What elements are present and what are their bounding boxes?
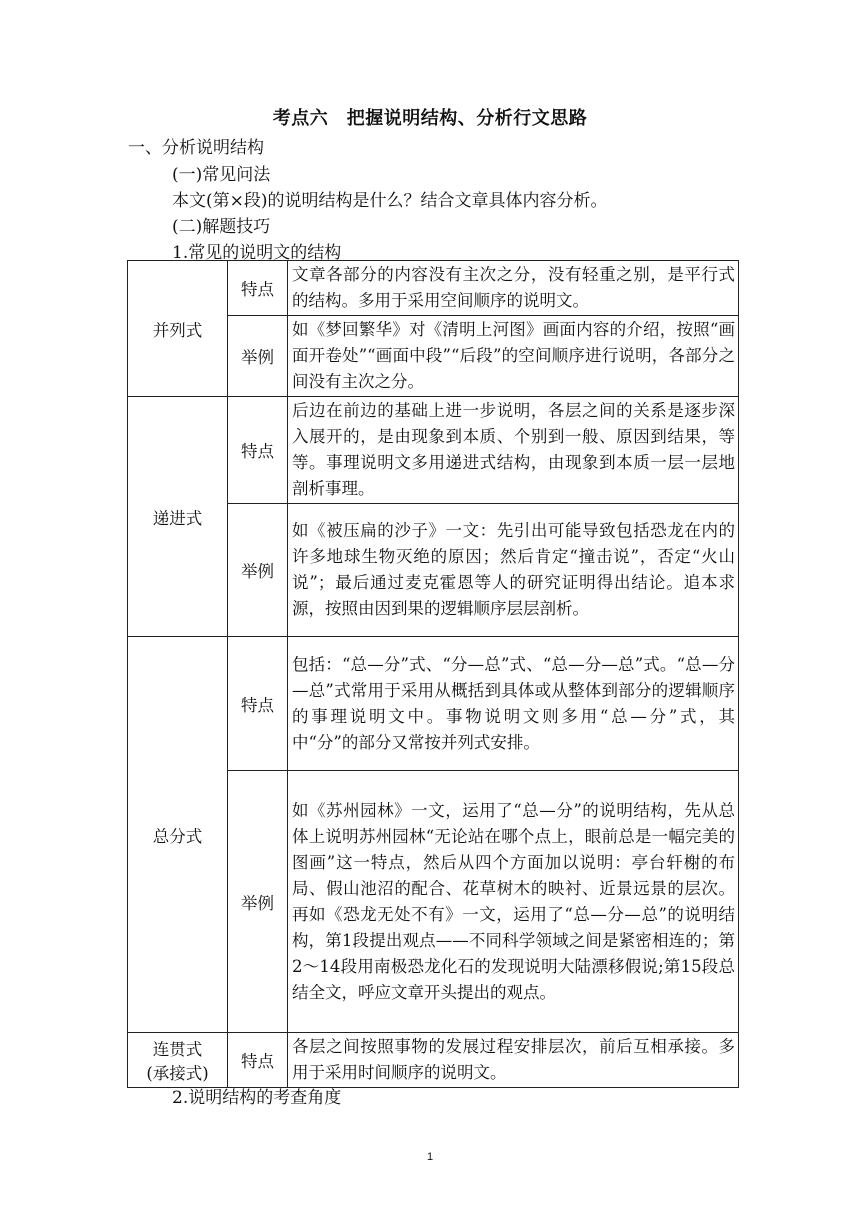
example-text: 如《梦回繁华》对《清明上河图》画面内容的介绍，按照“画面开卷处”“画面中段”“后段”的空间顺序进行说明，各部分之间没有主次之分。	[288, 316, 739, 397]
feature-text: 包括：“总—分”式、“分—总”式、“总—分—总”式。“总—分—总”式常用于采用从概括到具体或从整体到部分的逻辑顺序的事理说明文中。事物说明文则多用“总—分”式，其中“分”的部分又常按并列式安排。	[288, 637, 739, 771]
page-title: 考点六 把握说明结构、分析行文思路	[272, 108, 588, 129]
example-label: 举例	[228, 771, 288, 1033]
structure-table	[127, 260, 739, 1088]
feature-label: 特点	[228, 637, 288, 771]
example-label: 举例	[228, 504, 288, 637]
table-row	[128, 261, 739, 316]
category-line: 连贯式	[152, 1040, 203, 1059]
feature-text: 文章各部分的内容没有主次之分，没有轻重之别，是平行式的结构。多用于采用空间顺序的说明文。	[288, 261, 739, 316]
category-line: (承接式)	[146, 1064, 209, 1083]
question-text: 本文(第×段)的说明结构是什么？结合文章具体内容分析。	[172, 191, 608, 211]
example-text: 如《被压扁的沙子》一文：先引出可能导致包括恐龙在内的许多地球生物灭绝的原因；然后肯定“撞击说”，否定“火山说”；最后通过麦克霍恩等人的研究证明得出结论。追本求源，按照由因到果的逻辑顺序层层剖析。	[288, 504, 739, 637]
table-row	[128, 637, 739, 771]
subheading-techniques: (二)解题技巧	[172, 217, 271, 237]
feature-text: 各层之间按照事物的发展过程安排层次，前后互相承接。多用于采用时间顺序的说明文。	[288, 1033, 739, 1088]
table-row	[128, 1033, 739, 1088]
subheading-common-questions: (一)常见问法	[172, 165, 271, 185]
item-structures-heading: 1.常见的说明文的结构	[172, 243, 342, 263]
example-text: 如《苏州园林》一文，运用了“总—分”的说明结构，先从总体上说明苏州园林“无论站在哪个点上，眼前总是一幅完美的图画”这一特点，然后从四个方面加以说明：亭台轩榭的布局、假山池沼的配合、花草树木的映衬、近景远景的层次。再如《恐龙无处不有》一文，运用了“总—分—总”的说明结构，第1段提出观点——不同科学领域之间是紧密相连的；第2～14段用南极恐龙化石的发现说明大陆漂移假说;第15段总结全文，呼应文章开头提出的观点。	[288, 771, 739, 1033]
feature-text: 后边在前边的基础上进一步说明，各层之间的关系是逐步深入展开的，是由现象到本质、个别到一般、原因到结果，等等。事理说明文多用递进式结构，由现象到本质一层一层地剖析事理。	[288, 397, 739, 504]
page-number: 1	[426, 1151, 434, 1163]
table-row	[128, 397, 739, 504]
example-label: 举例	[228, 316, 288, 397]
category-cell	[128, 1033, 228, 1088]
category-cell: 递进式	[128, 397, 228, 637]
category-cell: 总分式	[128, 637, 228, 1033]
feature-label: 特点	[228, 397, 288, 504]
feature-label: 特点	[228, 261, 288, 316]
section-heading: 一、分析说明结构	[128, 138, 264, 158]
category-cell: 并列式	[128, 261, 228, 397]
feature-label: 特点	[228, 1033, 288, 1088]
item-exam-angle-heading: 2.说明结构的考查角度	[172, 1088, 342, 1108]
